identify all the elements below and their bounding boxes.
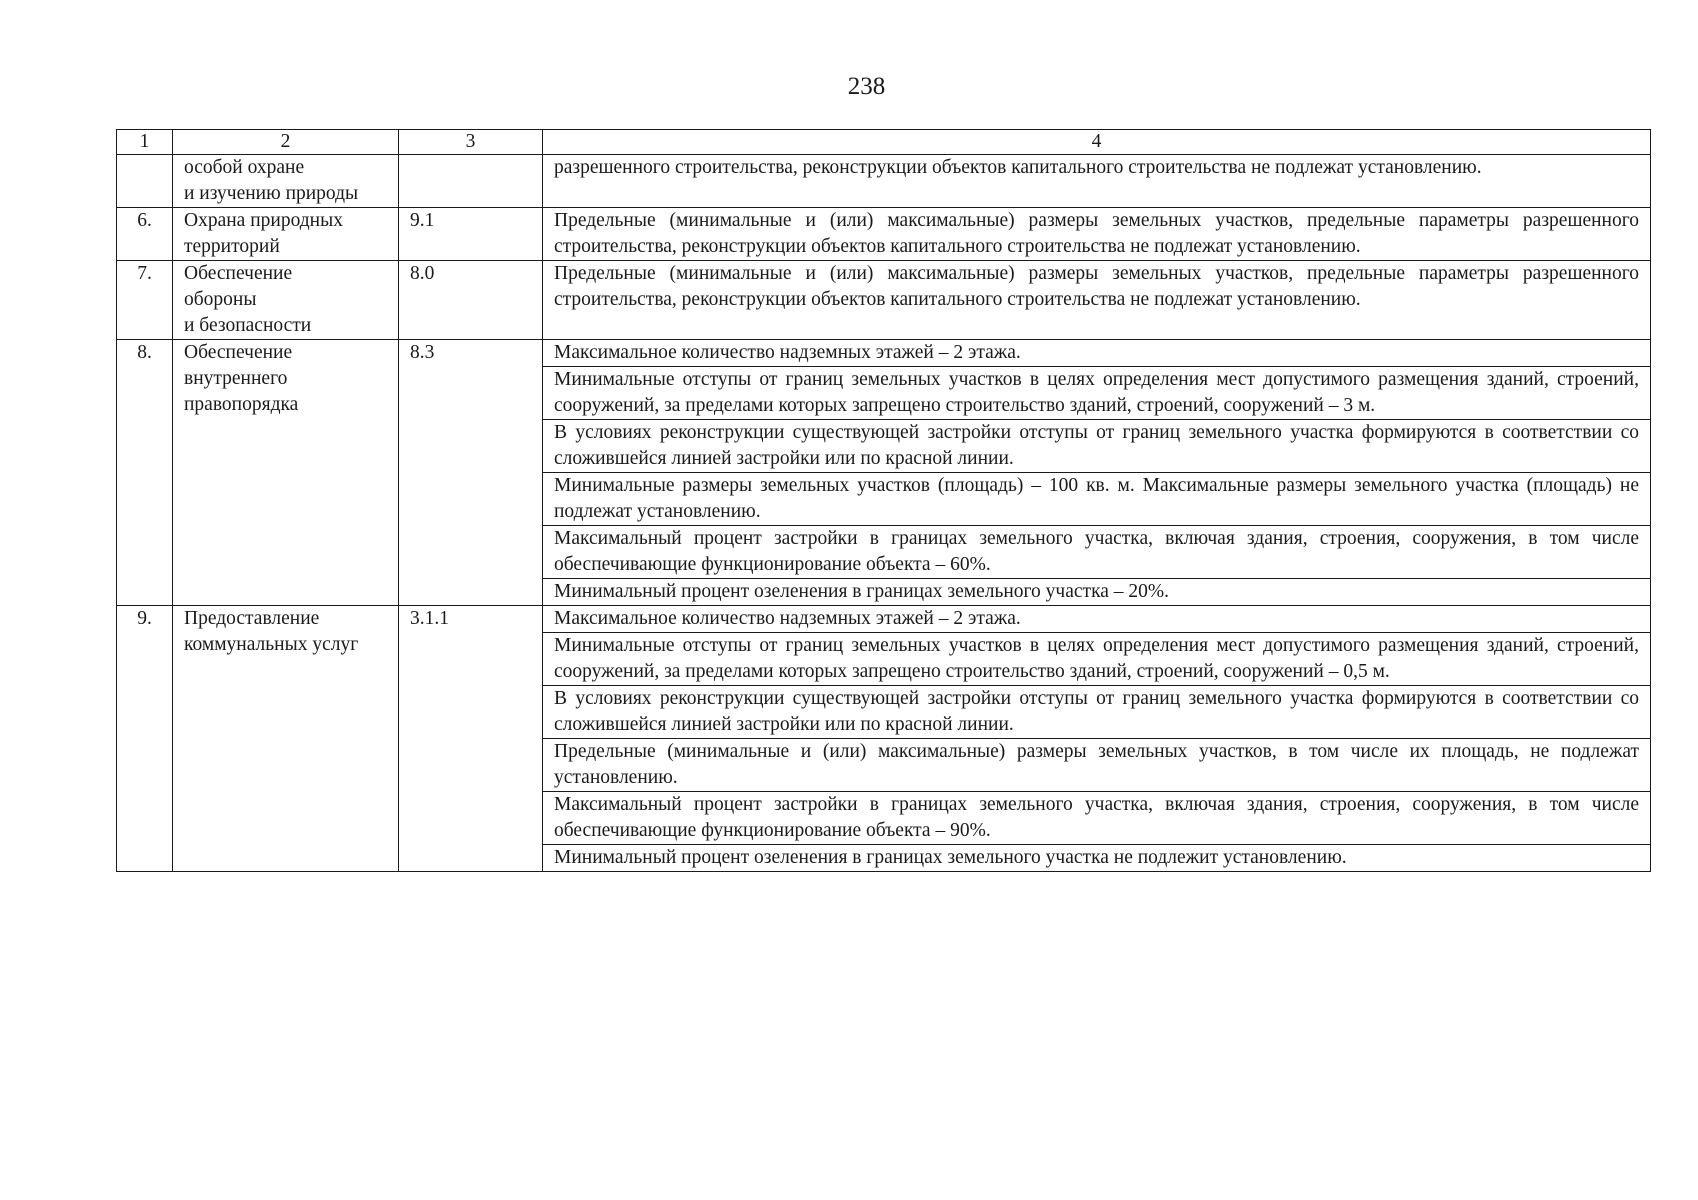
parameter-text: Минимальные отступы от границ земельных участков в целях определения мест допустимого размещения зданий, строений, сооружений, за пределами которых запрещено строительство зданий, строений, сооружений – 0,5 м. <box>543 633 1651 686</box>
parameter-text: Предельные (минимальные и (или) максимальные) размеры земельных участков, предельные параметры разрешенного строительства, реконструкции объектов капитального строительства не подлежат установлению. <box>543 208 1651 261</box>
parameter-text: Предельные (минимальные и (или) максимальные) размеры земельных участков, в том числе их площадь, не подлежат установлению. <box>543 739 1651 792</box>
land-use-name-line: коммунальных услуг <box>184 634 359 655</box>
parameter-text: Минимальный процент озеленения в границах земельного участка не подлежит установлению. <box>543 845 1651 872</box>
parameter-text: Минимальные размеры земельных участков (площадь) – 100 кв. м. Максимальные размеры земельного участка (площадь) не подлежат установлению. <box>543 473 1651 526</box>
land-use-name <box>173 155 399 208</box>
regulations-table <box>116 129 1651 872</box>
parameter-text: Максимальное количество надземных этажей – 2 этажа. <box>543 340 1651 367</box>
land-use-name <box>173 340 399 606</box>
land-use-name-line: Обеспечение <box>184 263 293 284</box>
parameter-text: Максимальное количество надземных этажей – 2 этажа. <box>543 606 1651 633</box>
land-use-name <box>173 208 399 261</box>
land-use-name-line: и безопасности <box>184 315 312 336</box>
land-use-name-line: внутреннего <box>184 368 288 389</box>
land-use-code <box>399 155 543 208</box>
land-use-name-line: территорий <box>184 236 280 257</box>
land-use-name <box>173 261 399 340</box>
land-use-name-line: правопорядка <box>184 394 299 415</box>
table-row <box>117 340 1651 367</box>
land-use-code: 8.0 <box>399 261 543 340</box>
row-number: 7. <box>117 261 173 340</box>
page-number: 238 <box>847 73 886 100</box>
parameter-text: В условиях реконструкции существующей застройки отступы от границ земельного участка формируются в соответствии со сложившейся линией застройки или по красной линии. <box>543 686 1651 739</box>
table-row <box>117 208 1651 261</box>
row-number: 9. <box>117 606 173 872</box>
parameter-text: разрешенного строительства, реконструкции объектов капитального строительства не подлежат установлению. <box>543 155 1651 208</box>
header-cell-4: 4 <box>543 130 1651 155</box>
table-row <box>117 261 1651 340</box>
land-use-name-line: обороны <box>184 289 257 310</box>
land-use-name-line: Предоставление <box>184 608 320 629</box>
land-use-code: 3.1.1 <box>399 606 543 872</box>
header-cell-2: 2 <box>173 130 399 155</box>
land-use-code: 9.1 <box>399 208 543 261</box>
table-header-row <box>117 130 1651 155</box>
parameter-text: Предельные (минимальные и (или) максимальные) размеры земельных участков, предельные параметры разрешенного строительства, реконструкции объектов капитального строительства не подлежат установлению. <box>543 261 1651 340</box>
row-number: 8. <box>117 340 173 606</box>
land-use-name-line: особой охране <box>184 157 305 178</box>
land-use-name-line: Обеспечение <box>184 342 293 363</box>
parameter-text: Минимальный процент озеленения в границах земельного участка – 20%. <box>543 579 1651 606</box>
table-row <box>117 155 1651 208</box>
parameter-text: В условиях реконструкции существующей застройки отступы от границ земельного участка формируются в соответствии со сложившейся линией застройки или по красной линии. <box>543 420 1651 473</box>
land-use-name-line: и изучению природы <box>184 183 359 204</box>
header-cell-1: 1 <box>117 130 173 155</box>
table-row <box>117 606 1651 633</box>
row-number: 6. <box>117 208 173 261</box>
header-cell-3: 3 <box>399 130 543 155</box>
row-number <box>117 155 173 208</box>
parameter-text: Максимальный процент застройки в границах земельного участка, включая здания, строения, сооружения, в том числе обеспечивающие функционирование объекта – 60%. <box>543 526 1651 579</box>
parameter-text: Максимальный процент застройки в границах земельного участка, включая здания, строения, сооружения, в том числе обеспечивающие функционирование объекта – 90%. <box>543 792 1651 845</box>
land-use-name <box>173 606 399 872</box>
parameter-text: Минимальные отступы от границ земельных участков в целях определения мест допустимого размещения зданий, строений, сооружений, за пределами которых запрещено строительство зданий, строений, сооружений – 3 м. <box>543 367 1651 420</box>
land-use-name-line: Охрана природных <box>184 210 343 231</box>
land-use-code: 8.3 <box>399 340 543 606</box>
